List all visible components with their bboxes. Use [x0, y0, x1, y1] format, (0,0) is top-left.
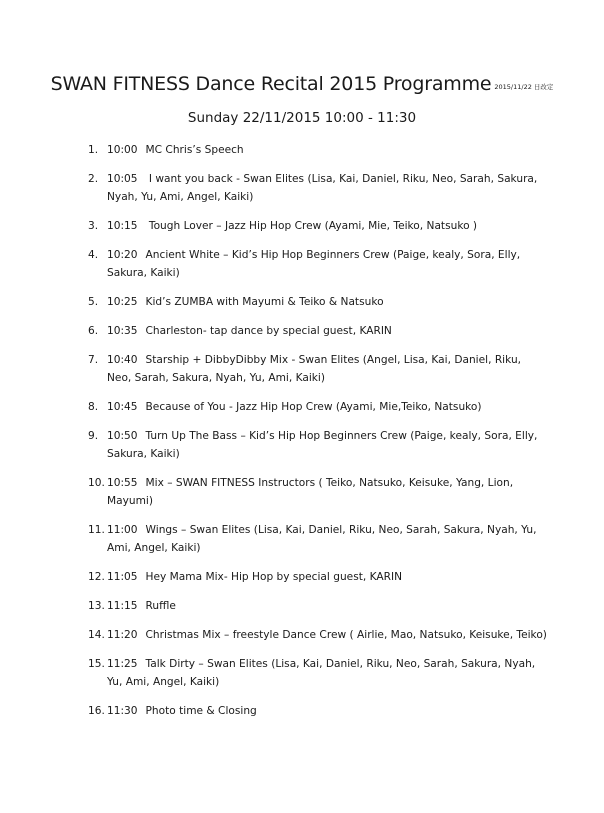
item-text: Tough Lover – Jazz Hip Hop Crew (Ayami, Mie, Teiko, Natsuko ) [145, 220, 478, 232]
item-time: 11:25 [107, 658, 138, 670]
item-text: Mix – SWAN FITNESS Instructors ( Teiko, Natsuko, Keisuke, Yang, Lion, Mayumi) [107, 477, 514, 507]
programme-list [88, 141, 548, 731]
programme-item [88, 141, 548, 159]
event-date-time: Sunday 22/11/2015 10:00 - 11:30 [187, 110, 417, 126]
item-time: 10:15 [107, 220, 138, 232]
programme-item [88, 170, 548, 206]
item-number: 11. [88, 524, 105, 536]
item-time: 10:05 [107, 173, 138, 185]
item-text: Starship + DibbyDibby Mix - Swan Elites (Angel, Lisa, Kai, Daniel, Riku, Neo, Sarah, Sakura, Nyah, Yu, Ami, Kaiki) [107, 354, 522, 384]
item-time: 10:00 [107, 144, 138, 156]
programme-item [88, 322, 548, 340]
item-number: 7. [88, 354, 99, 366]
item-number: 9. [88, 430, 99, 442]
item-number: 13. [88, 600, 105, 612]
item-number: 15. [88, 658, 105, 670]
item-number: 12. [88, 571, 105, 583]
programme-item [88, 398, 548, 416]
programme-item [88, 626, 548, 644]
item-text: Christmas Mix – freestyle Dance Crew ( Airlie, Mao, Natsuko, Keisuke, Teiko) [145, 629, 547, 641]
programme-item [88, 293, 548, 311]
item-time: 10:20 [107, 249, 138, 261]
item-time: 11:00 [107, 524, 138, 536]
item-number: 5. [88, 296, 99, 308]
item-text: Kid’s ZUMBA with Mayumi & Teiko & Natsuko [145, 296, 384, 308]
item-time: 10:40 [107, 354, 138, 366]
item-number: 14. [88, 629, 105, 641]
item-time: 11:05 [107, 571, 138, 583]
item-time: 11:30 [107, 705, 138, 717]
item-text: Photo time & Closing [145, 705, 257, 717]
item-number: 4. [88, 249, 99, 261]
item-text: Wings – Swan Elites (Lisa, Kai, Daniel, Riku, Neo, Sarah, Sakura, Nyah, Yu, Ami, Angel, Kaiki) [107, 524, 537, 554]
revised-date-note: 2015/11/22 日改定 [494, 83, 554, 91]
item-time: 10:45 [107, 401, 138, 413]
item-text: Turn Up The Bass – Kid’s Hip Hop Beginners Crew (Paige, kealy, Sora, Elly, Sakura, Kaiki) [107, 430, 538, 460]
item-number: 16. [88, 705, 105, 717]
item-number: 3. [88, 220, 99, 232]
item-text: Hey Mama Mix- Hip Hop by special guest, KARIN [145, 571, 403, 583]
programme-item [88, 521, 548, 557]
item-number: 6. [88, 325, 99, 337]
programme-item [88, 597, 548, 615]
programme-item [88, 246, 548, 282]
programme-item [88, 568, 548, 586]
item-number: 8. [88, 401, 99, 413]
item-time: 11:15 [107, 600, 138, 612]
item-text: Ancient White – Kid’s Hip Hop Beginners Crew (Paige, kealy, Sora, Elly, Sakura, Kaiki) [107, 249, 521, 279]
item-time: 10:35 [107, 325, 138, 337]
item-time: 10:55 [107, 477, 138, 489]
item-text: Ruffle [145, 600, 176, 612]
programme-item [88, 702, 548, 720]
page-title: SWAN FITNESS Dance Recital 2015 Programme [50, 73, 492, 95]
item-text: I want you back - Swan Elites (Lisa, Kai, Daniel, Riku, Neo, Sarah, Sakura, Nyah, Yu, Ami, Angel, Kaiki) [107, 173, 538, 203]
item-number: 1. [88, 144, 99, 156]
programme-item [88, 217, 548, 235]
item-text: MC Chris’s Speech [145, 144, 244, 156]
item-time: 10:50 [107, 430, 138, 442]
item-number: 2. [88, 173, 99, 185]
item-text: Talk Dirty – Swan Elites (Lisa, Kai, Daniel, Riku, Neo, Sarah, Sakura, Nyah, Yu, Ami, Angel, Kaiki) [107, 658, 536, 688]
item-number: 10. [88, 477, 105, 489]
programme-item [88, 351, 548, 387]
item-text: Because of You - Jazz Hip Hop Crew (Ayami, Mie,Teiko, Natsuko) [145, 401, 482, 413]
item-time: 11:20 [107, 629, 138, 641]
item-text: Charleston- tap dance by special guest, KARIN [145, 325, 392, 337]
title-row [0, 73, 604, 95]
programme-item [88, 427, 548, 463]
item-time: 10:25 [107, 296, 138, 308]
programme-item [88, 474, 548, 510]
programme-item [88, 655, 548, 691]
